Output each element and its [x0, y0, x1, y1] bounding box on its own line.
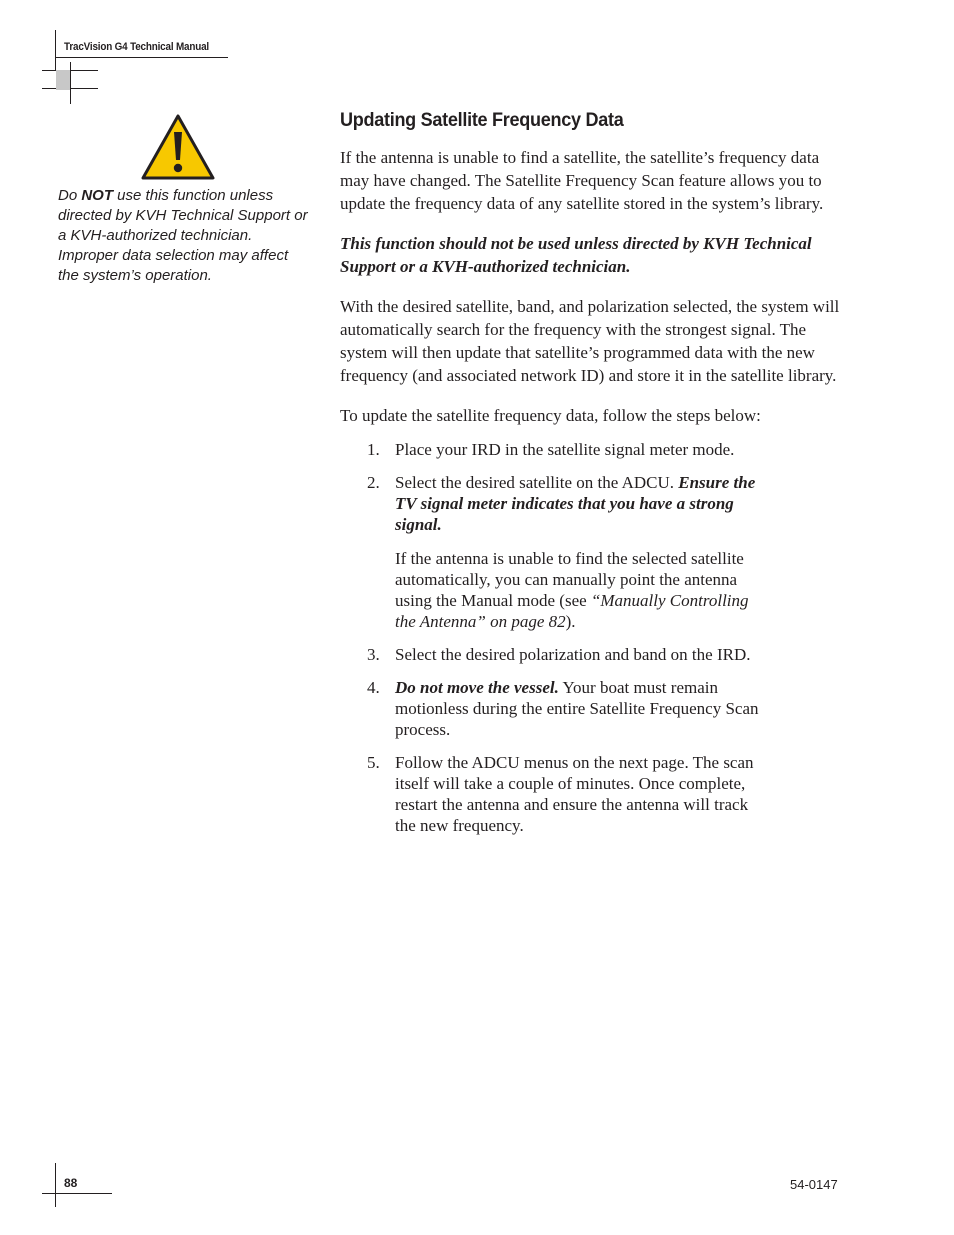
section-title: Updating Satellite Frequency Data — [340, 110, 624, 131]
manual-title: TracVision G4 Technical Manual — [64, 41, 209, 53]
cross-reference-link[interactable]: “Manually Controlling the Antenna” on page 82 — [395, 591, 749, 631]
list-item: 4. Do not move the vessel. Your boat must remain motionless during the entire Satellite Frequency Scan process. — [367, 678, 759, 739]
step-number: 1. — [367, 440, 380, 459]
steps-list — [340, 439, 850, 836]
footer-crop-vertical — [55, 1163, 56, 1207]
sidebar-note: Do NOT use this function unless directed by KVH Technical Support or a KVH-authorized technician. Improper data selection may affect the system’s operation. — [58, 187, 308, 284]
footer-rule — [42, 1193, 112, 1194]
warning-triangle-icon — [141, 114, 215, 180]
step-number: 2. — [367, 473, 380, 492]
list-item: 3. Select the desired polarization and band on the IRD. — [367, 645, 751, 664]
document-number: 54-0147 — [790, 1177, 838, 1192]
crop-mark-vertical — [70, 62, 71, 104]
description-paragraph: With the desired satellite, band, and polarization selected, the system will automatically search for the frequency with the strongest signal. The system will then update that satellite’s programmed data with the new frequency (and associated network ID) and store it in the satellite library. — [340, 297, 840, 385]
list-item: 2. Select the desired satellite on the ADCU. Ensure the TV signal meter indicates that you have a strong signal. If the antenna is unable to find the selected satellite automatically, you can manually point the antenna using the Manual mode (see “Manually Controlling the Antenna” on page 82). — [340, 472, 765, 632]
main-content — [340, 110, 850, 848]
list-item: 5. Follow the ADCU menus on the next page. The scan itself will take a couple of minutes. Once complete, restart the antenna and ensure the antenna will track the new frequency. — [367, 753, 754, 835]
crop-mark-top-vertical — [55, 30, 56, 70]
step-number: 5. — [367, 753, 380, 772]
sidebar-warning — [58, 114, 308, 286]
intro-paragraph: If the antenna is unable to find a satellite, the satellite’s frequency data may have changed. The Satellite Frequency Scan feature allows you to update the frequency data of any satellite stored in the system’s library. — [340, 148, 824, 213]
steps-intro: To update the satellite frequency data, follow the steps below: — [340, 406, 761, 425]
page-number: 88 — [64, 1176, 78, 1190]
step-number: 3. — [367, 645, 380, 664]
warning-paragraph: This function should not be used unless directed by KVH Technical Support or a KVH-authorized technician. — [340, 234, 812, 276]
crop-mark-shade — [56, 70, 70, 90]
step-note: If the antenna is unable to find the selected satellite automatically, you can manually point the antenna using the Manual mode (see “Manually Controlling the Antenna” on page 82). — [395, 549, 749, 631]
header-rule — [55, 57, 228, 58]
list-item: 1. Place your IRD in the satellite signal meter mode. — [367, 440, 735, 459]
step-number: 4. — [367, 678, 380, 697]
